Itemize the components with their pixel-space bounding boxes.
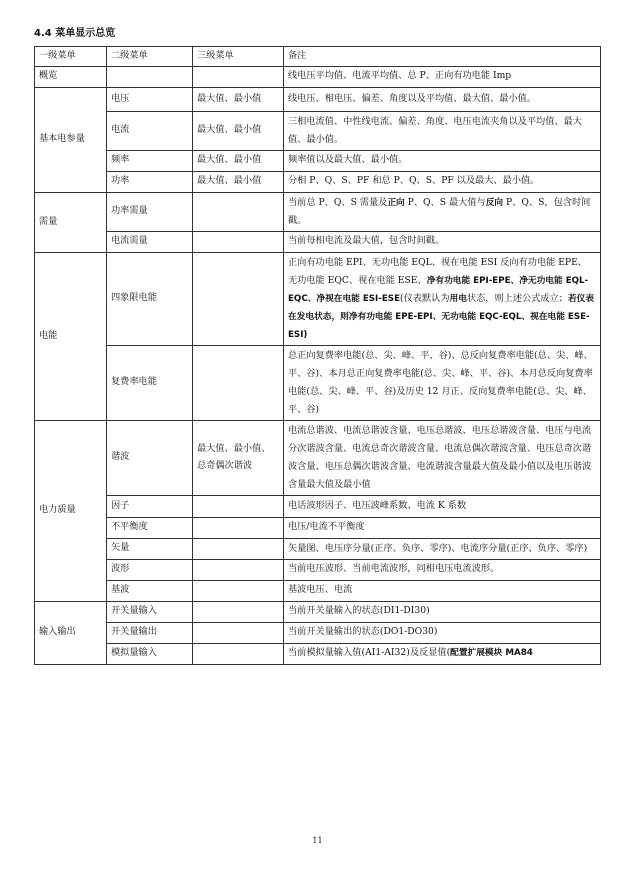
sub-cell: 电流 <box>107 111 193 150</box>
table-row <box>35 66 601 87</box>
note-cell: 线电压、相电压、偏差、角度以及平均值、最大值、最小值。 <box>284 87 601 111</box>
note-cell: 当前模拟量输入值(AI1-AI32)及反显值(配置扩展模块 MA84 <box>284 643 601 664</box>
header-level1: 一级菜单 <box>35 47 107 67</box>
sub-cell: 开关量输出 <box>107 622 193 643</box>
menu-overview-table <box>34 46 601 665</box>
third-cell: 最大值、最小值 <box>193 111 284 150</box>
sub-cell: 功率需量 <box>107 192 193 231</box>
table-row <box>35 495 601 517</box>
group-cell: 输入输出 <box>35 601 107 664</box>
table-row <box>35 192 601 231</box>
table-row <box>35 559 601 580</box>
page-number: 11 <box>312 836 323 845</box>
table-row <box>35 517 601 538</box>
table-row <box>35 601 601 622</box>
sub-cell: 四象限电能 <box>107 252 193 345</box>
section-heading: 4.4 菜单显示总览 <box>34 28 116 39</box>
sub-cell: 频率 <box>107 150 193 171</box>
note-cell: 电流总谐波、电流总谐波含量、电压总谐波、电压总谐波含量、电压与电流分次谐波含量、电流总奇次谐波含量、电流总偶次谐波含量、电压总奇次谐波含量、电压总偶次谐波含量、电流谐波含量最大值及最小值以及电压谐波含量最大值及最小值 <box>284 420 601 495</box>
note-cell: 正向有功电能 EPI、无功电能 EQL、视在电能 ESI 反向有功电能 EPE、无功电能 EQC、视在电能 ESE、净有功电能 EPI-EPE、净无功电能 EQL-EQC、净视在电能 ESI-ESE(仪表默认为用电状态，则上述公式成立；若仪表在发电状态，则净有功电能 EPE-EPI、无功电能 EQC-EQL、视在电能 ESE-ESI) <box>284 252 601 345</box>
note-cell: 当前电压波形、当前电流波形，同相电压电流波形。 <box>284 559 601 580</box>
third-cell: 最大值、最小值 <box>193 87 284 111</box>
sub-cell: 复费率电能 <box>107 345 193 420</box>
sub-cell: 电流需量 <box>107 231 193 252</box>
group-cell: 基本电参量 <box>35 87 107 192</box>
sub-cell: 不平衡度 <box>107 517 193 538</box>
sub-cell: 矢量 <box>107 538 193 559</box>
note-cell: 分相 P、Q、S、PF 和总 P、Q、S、PF 以及最大、最小值。 <box>284 171 601 192</box>
third-cell: 最大值、最小值 <box>193 171 284 192</box>
note-cell: 线电压平均值、电流平均值、总 P、正向有功电能 Imp <box>284 66 601 87</box>
note-cell: 电话波形因子、电压波峰系数、电流 K 系数 <box>284 495 601 517</box>
sub-cell: 功率 <box>107 171 193 192</box>
table-row <box>35 643 601 664</box>
table-row <box>35 150 601 171</box>
table-row <box>35 345 601 420</box>
note-cell: 矢量图、电压序分量(正序、负序、零序)、电流序分量(正序、负序、零序) <box>284 538 601 559</box>
table-row <box>35 420 601 495</box>
header-level2: 二级菜单 <box>107 47 193 67</box>
table-row <box>35 111 601 150</box>
group-cell: 需量 <box>35 192 107 252</box>
header-level3: 三级菜单 <box>193 47 284 67</box>
note-cell: 当前开关量输入的状态(DI1-DI30) <box>284 601 601 622</box>
note-cell: 电压/电流不平衡度 <box>284 517 601 538</box>
group-cell: 电能 <box>35 252 107 420</box>
table-header-row <box>35 47 601 67</box>
note-cell: 当前开关量输出的状态(DO1-DO30) <box>284 622 601 643</box>
table-row <box>35 87 601 111</box>
table-row <box>35 622 601 643</box>
sub-cell: 基波 <box>107 580 193 601</box>
group-cell: 电力质量 <box>35 420 107 601</box>
table-row <box>35 171 601 192</box>
note-cell: 频率值以及最大值、最小值。 <box>284 150 601 171</box>
sub-cell: 因子 <box>107 495 193 517</box>
sub-cell: 波形 <box>107 559 193 580</box>
table-row <box>35 538 601 559</box>
third-cell: 最大值、最小值、总奇偶次谐波 <box>193 420 284 495</box>
sub-cell: 开关量输入 <box>107 601 193 622</box>
table-row <box>35 580 601 601</box>
note-cell: 当前总 P、Q、S 需量及正向 P、Q、S 最大值与反向 P、Q、S，包含时间戳。 <box>284 192 601 231</box>
note-cell: 总正向复费率电能(总、尖、峰、平、谷)、总反向复费率电能(总、尖、峰、平、谷)、本月总正向复费率电能(总、尖、峰、平、谷)、本月总反向复费率电能(总、尖、峰、平、谷)及历史 12 月正、反向复费率电能(总、尖、峰、平、谷) <box>284 345 601 420</box>
note-cell: 基波电压、电流 <box>284 580 601 601</box>
sub-cell: 谐波 <box>107 420 193 495</box>
table-row <box>35 252 601 345</box>
note-cell: 当前每相电流及最大值，包含时间戳。 <box>284 231 601 252</box>
sub-cell: 模拟量输入 <box>107 643 193 664</box>
third-cell: 最大值、最小值 <box>193 150 284 171</box>
note-cell: 三相电流值、中性线电流、偏差、角度、电压电流夹角以及平均值、最大值、最小值。 <box>284 111 601 150</box>
header-note: 备注 <box>284 47 601 67</box>
sub-cell: 电压 <box>107 87 193 111</box>
table-row <box>35 231 601 252</box>
group-cell: 概览 <box>35 66 107 87</box>
